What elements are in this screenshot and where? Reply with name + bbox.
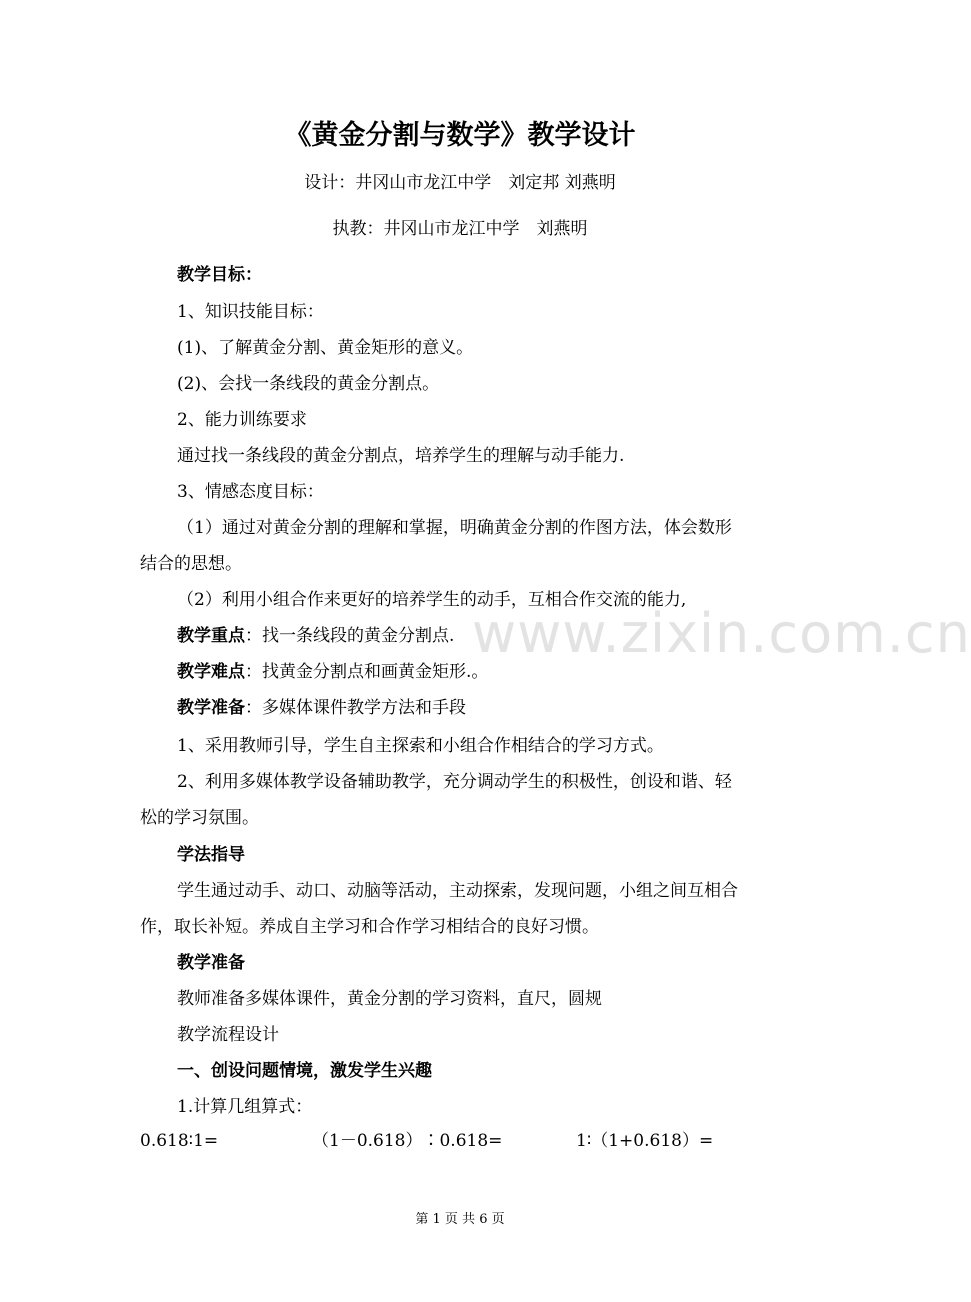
difficulty-text: ：找黄金分割点和画黄金矩形.。	[245, 662, 489, 682]
goal-emotion-a-line2: 结合的思想。	[140, 554, 242, 574]
goal-emotion: 3、情感态度目标：	[177, 482, 324, 502]
goal-ability-text: 通过找一条线段的黄金分割点，培养学生的理解与动手能力.	[177, 446, 625, 466]
formula-2: （1－0.618）∶0.618=	[312, 1131, 503, 1151]
page-footer: 第 1 页 共 6 页	[415, 1212, 505, 1227]
study-heading: 学法指导	[177, 845, 245, 865]
goal-knowledge-b: (2)、会找一条线段的黄金分割点。	[177, 374, 440, 394]
formula-3: 1∶（1+0.618）=	[576, 1131, 714, 1151]
key-point-text: ：找一条线段的黄金分割点.	[245, 626, 455, 646]
goal-ability: 2、能力训练要求	[177, 410, 307, 430]
goal-knowledge-a: (1)、了解黄金分割、黄金矩形的意义。	[177, 338, 474, 358]
teaching-prep-label: 教学准备	[177, 698, 245, 718]
goal-knowledge: 1、知识技能目标：	[177, 302, 324, 322]
designer-line: 设计：井冈山市龙江中学 刘定邦 刘燕明	[304, 173, 616, 193]
teacher-line: 执教：井冈山市龙江中学 刘燕明	[332, 219, 588, 239]
key-point-label: 教学重点	[177, 626, 245, 646]
flow-heading: 教学流程设计	[177, 1025, 279, 1045]
study-line2: 作，取长补短。养成自主学习和合作学习相结合的良好习惯。	[140, 917, 599, 937]
teaching-prep-text: ：多媒体课件教学方法和手段	[245, 698, 466, 718]
difficulty-point	[177, 662, 488, 682]
watermark: www.zixin.com.cn	[472, 602, 971, 665]
document-title: 《黄金分割与数学》教学设计	[284, 120, 636, 151]
method-2-line2: 松的学习氛围。	[140, 808, 259, 828]
goal-emotion-b: （2）利用小组合作来更好的培养学生的动手，互相合作交流的能力,	[177, 590, 687, 610]
goal-emotion-a-line1: （1）通过对黄金分割的理解和掌握，明确黄金分割的作图方法，体会数形	[177, 518, 732, 538]
prep2-heading: 教学准备	[177, 953, 245, 973]
section-1-heading: 一、创设问题情境，激发学生兴趣	[177, 1061, 432, 1081]
method-1: 1、采用教师引导，学生自主探索和小组合作相结合的学习方式。	[177, 736, 664, 756]
difficulty-label: 教学难点	[177, 662, 245, 682]
study-line1: 学生通过动手、动口、动脑等活动，主动探索，发现问题，小组之间互相合	[177, 881, 738, 901]
goals-heading: 教学目标：	[177, 265, 262, 285]
prep2-text: 教师准备多媒体课件，黄金分割的学习资料，直尺，圆规	[177, 989, 602, 1009]
teaching-prep	[177, 698, 466, 718]
calc-heading: 1.计算几组算式：	[177, 1097, 313, 1117]
method-2-line1: 2、利用多媒体教学设备辅助教学，充分调动学生的积极性，创设和谐、轻	[177, 772, 732, 792]
key-point	[177, 626, 454, 646]
formula-1: 0.618∶1=	[140, 1131, 219, 1151]
